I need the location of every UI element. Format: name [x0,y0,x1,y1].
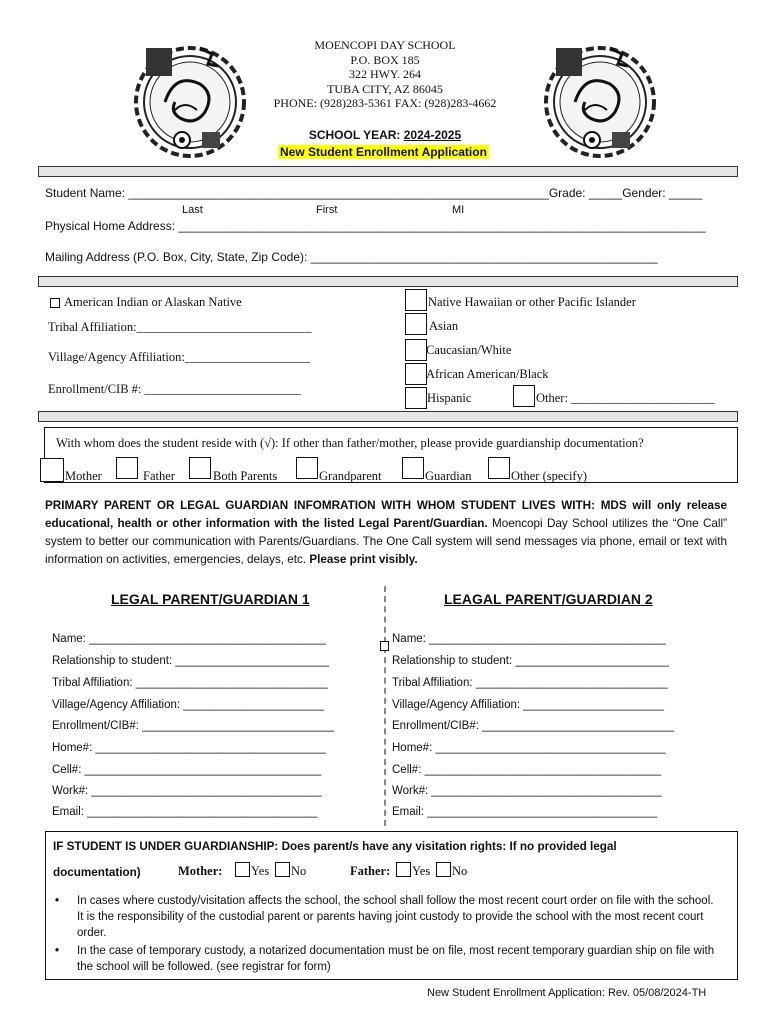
guardian2-name-line[interactable]: Name: _____________________________________ [392,633,666,645]
school-po-box: P.O. BOX 185 [350,52,420,67]
primary-print-note: Please print visibly. [309,553,418,566]
guardian2-title: LEAGAL PARENT/GUARDIAN 2 [444,591,653,607]
african-american-checkbox[interactable] [405,363,427,385]
african-american-label: African American/Black [426,367,549,381]
reside-both-checkbox[interactable] [189,457,211,479]
guardian2-home-line[interactable]: Home#: ____________________________________ [392,742,666,754]
guardian1-village-line[interactable]: Village/Agency Affiliation: ______________________ [52,699,324,711]
visitation-mother-no-label: No [291,864,307,878]
primary-guardian-paragraph [45,497,727,569]
section-divider-2 [38,276,738,287]
visitation-mother-no-checkbox[interactable] [275,862,290,877]
custody-notes-list [77,893,719,977]
student-name-line[interactable]: Student Name: _______________________________________________________________Grade: _____Gender: _____ [45,186,703,200]
reside-guardian-checkbox[interactable] [402,457,424,479]
primary-normal-text: Moencopi Day School utilizes the “One Call” system to better our communication with Parents/Guardians. The One Call system will send messages via phone, email or text with information on activities, emergencies, delays, etc. [45,517,727,566]
guardian1-tribal-line[interactable]: Tribal Affiliation: ______________________________ [52,677,328,689]
guardian2-cell-line[interactable]: Cell#: _____________________________________ [392,764,662,776]
guardian1-name-line[interactable]: Name: _____________________________________ [52,633,326,645]
custody-note-court-order: • In cases where custody/visitation affects the school, the school shall follow the most recent court order on file with the school. It is the responsibility of the custodial parent or parents having joint custody to provide the school with the most recent court order. [77,893,719,941]
guardian1-work-line[interactable]: Work#: ____________________________________ [52,785,322,797]
visitation-father-no-label: No [452,864,468,878]
asian-label: Asian [429,319,459,333]
reside-grandparent-label: Grandparent [319,469,382,483]
visitation-father-no-checkbox[interactable] [436,862,451,877]
custody-note-temporary: • In the case of temporary custody, a notarized documentation must be on file, most recent temporary guardian ship on file with the school will be followed. (see registrar for form) [77,943,719,975]
reside-mother-checkbox[interactable] [40,458,64,482]
reside-question: With whom does the student reside with (√): If other than father/mother, please provide guardianship documentation? [56,436,644,450]
visitation-mother-yes-label: Yes [251,864,270,878]
guardian-column-divider [384,586,386,826]
visitation-father-yes-label: Yes [412,864,431,878]
other-ethnicity-line[interactable]: Other: _______________________ [536,391,715,405]
school-header [240,38,530,111]
guardian2-village-line[interactable]: Village/Agency Affiliation: ______________________ [392,699,664,711]
visitation-father-label: Father: [350,864,391,878]
reside-grandparent-checkbox[interactable] [296,457,318,479]
section-divider-1 [38,166,738,177]
physical-address-line[interactable]: Physical Home Address: _______________________________________________________________________________ [45,219,706,233]
guardian2-marker-box [380,641,389,651]
guardian1-home-line[interactable]: Home#: ____________________________________ [52,742,326,754]
guardian1-title: LEGAL PARENT/GUARDIAN 1 [111,591,310,607]
section-divider-3 [38,411,738,422]
guardian2-tribal-line[interactable]: Tribal Affiliation: ______________________________ [392,677,668,689]
school-seal-right [540,40,660,160]
reside-guardian-label: Guardian [425,469,472,483]
hispanic-label: Hispanic [427,391,472,405]
other-ethnicity-checkbox[interactable] [513,385,535,407]
hawaiian-checkbox[interactable] [405,289,427,311]
label-first: First [316,204,338,216]
village-affiliation-line[interactable]: Village/Agency Affiliation:____________________ [48,350,310,364]
guardian2-email-line[interactable]: Email: ____________________________________ [392,806,658,818]
guardianship-question: IF STUDENT IS UNDER GUARDIANSHIP: Does parent/s have any visitation rights: If no provided legal [53,840,617,853]
school-city: TUBA CITY, AZ 86045 [327,81,443,96]
reside-other-label: Other (specify) [511,469,588,483]
label-mi: MI [452,204,465,216]
school-year-value: 2024-2025 [403,128,462,142]
mailing-address-line[interactable]: Mailing Address (P.O. Box, City, State, Zip Code): ____________________________________________________ [45,250,658,264]
form-title: New Student Enrollment Application [280,145,487,159]
school-phone: PHONE: (928)283-5361 FAX: (928)283-4662 [273,96,497,110]
guardian2-relationship-line[interactable]: Relationship to student: ________________________ [392,655,669,667]
visitation-father-yes-checkbox[interactable] [396,862,411,877]
school-street: 322 HWY. 264 [348,67,422,81]
guardian1-cell-line[interactable]: Cell#: _____________________________________ [52,764,322,776]
caucasian-label: Caucasian/White [426,343,512,357]
primary-bold-text: PRIMARY PARENT OR LEGAL GUARDIAN INFOMRATION WITH WHOM STUDENT LIVES WITH: MDS will only release educational, health or other information with the listed Legal Parent/Guardian. [45,499,727,530]
hispanic-checkbox[interactable] [405,387,427,409]
footer-revision: New Student Enrollment Application: Rev. 05/08/2024-TH [427,987,707,999]
guardian2-work-line[interactable]: Work#: ____________________________________ [392,785,662,797]
visitation-mother-label: Mother: [178,864,223,878]
school-year-label: SCHOOL YEAR: [308,128,404,142]
reside-father-checkbox[interactable] [116,457,138,479]
hawaiian-label: Native Hawaiian or other Pacific Islander [428,295,636,309]
guardian1-enrollment-line[interactable]: Enrollment/CIB#: ______________________________ [52,720,334,732]
tribal-affiliation-line[interactable]: Tribal Affiliation:____________________________ [48,320,312,334]
guardian2-enrollment-line[interactable]: Enrollment/CIB#: ______________________________ [392,720,674,732]
american-indian-checkbox[interactable] [50,298,60,308]
label-last: Last [182,204,203,216]
asian-checkbox[interactable] [405,313,427,335]
school-name: MOENCOPI DAY SCHOOL [314,38,456,52]
reside-both-label: Both Parents [213,469,278,483]
reside-father-label: Father [143,469,175,483]
american-indian-label: American Indian or Alaskan Native [64,295,242,309]
guardian1-email-line[interactable]: Email: ____________________________________ [52,806,318,818]
school-seal-left [130,40,250,160]
enrollment-cib-line[interactable]: Enrollment/CIB #: _________________________ [48,382,301,396]
american-indian-option[interactable] [50,295,242,310]
reside-mother-label: Mother [65,469,102,483]
reside-other-checkbox[interactable] [488,457,510,479]
guardian1-relationship-line[interactable]: Relationship to student: ________________________ [52,655,329,667]
school-year-line [0,128,770,142]
visitation-mother-yes-checkbox[interactable] [235,862,250,877]
guardianship-question-cont: documentation) [53,866,141,879]
caucasian-checkbox[interactable] [405,339,427,361]
